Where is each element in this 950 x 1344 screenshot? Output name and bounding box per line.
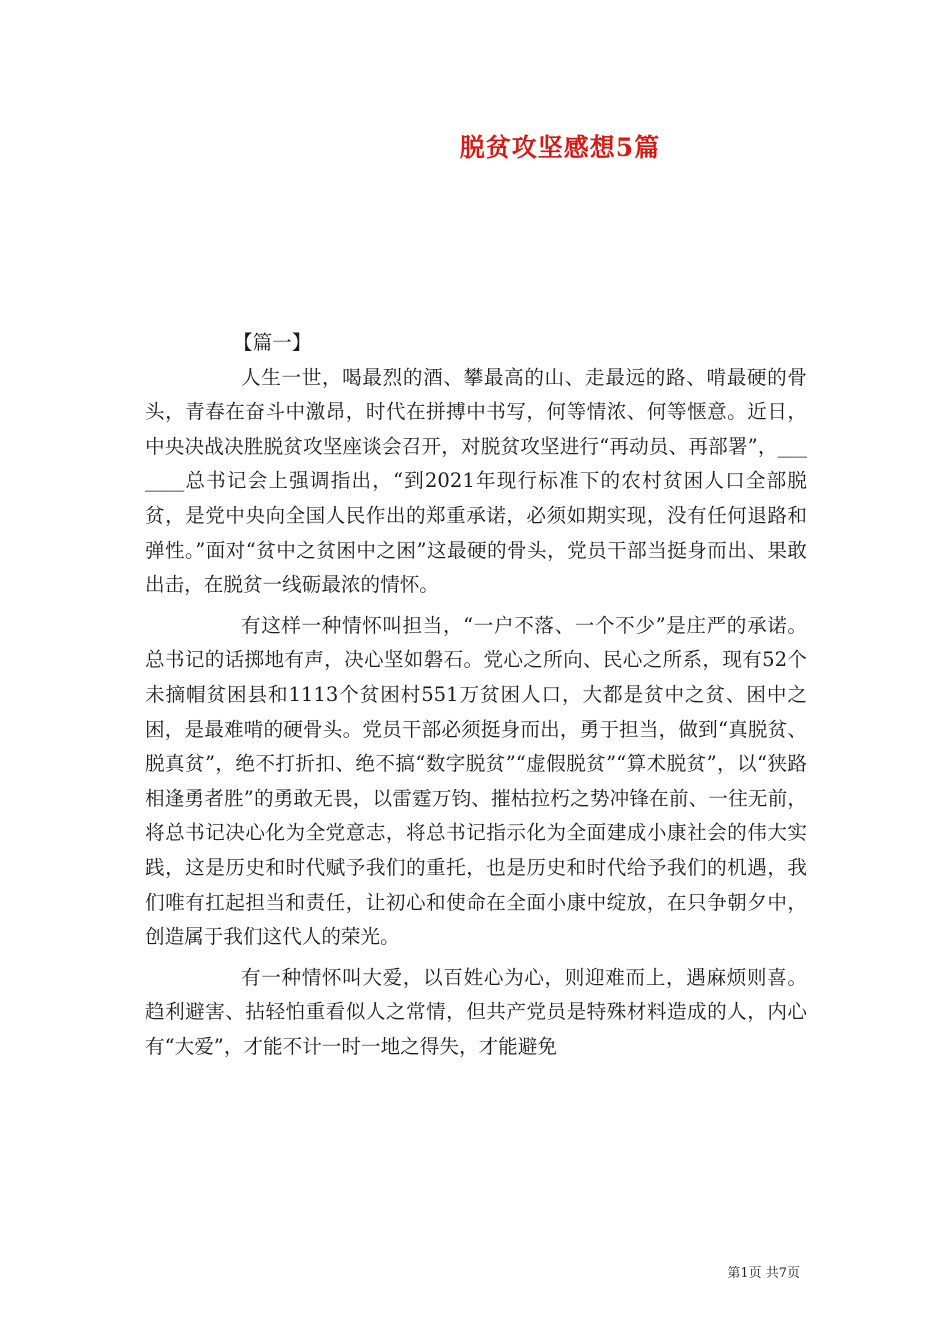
document-body: [145, 326, 807, 1064]
page-footer: 第1页 共7页: [727, 1266, 800, 1281]
section-heading: 【篇一】: [233, 331, 312, 354]
paragraph-2: 有这样一种情怀叫担当，“一户不落、一个不少”是庄严的承诺。总书记的话掷地有声，决心坚如磐石。党心之所向、民心之所系，现有52个未摘帽贫困县和1113个贫困村551万贫困人口，大都是贫中之贫、困中之困，是最难啃的硬骨头。党员干部必须挺身而出，勇于担当，做到“真脱贫、脱真贫”，绝不打折扣、绝不搞“数字脱贫”“虚假脱贫”“算术脱贫”，以“狭路相逢勇者胜”的勇敢无畏，以雷霆万钧、摧枯拉朽之势冲锋在前、一往无前，将总书记决心化为全党意志，将总书记指示化为全面建成小康社会的伟大实践，这是历史和时代赋予我们的重托，也是历史和时代给予我们的机遇，我们唯有扛起担当和责任，让初心和使命在全面小康中绽放，在只争朝夕中，创造属于我们这代人的荣光。: [145, 613, 807, 949]
paragraph-1: 人生一世，喝最烈的酒、攀最高的山、走最远的路、啃最硬的骨头，青春在奋斗中激昂，时代在拼搏中书写，何等情浓、何等惬意。近日，中央决战决胜脱贫攻坚座谈会召开，对脱贫攻坚进行“再动员、再部署”，_______总书记会上强调指出，“到2021年现行标准下的农村贫困人口全部脱贫，是党中央向全国人民作出的郑重承诺，必须如期实现，没有任何退路和弹性。”面对“贫中之贫困中之困”这最硬的骨头，党员干部当挺身而出、果敢出击，在脱贫一线砺最浓的情怀。: [145, 365, 807, 597]
document-title: 脱贫攻坚感想5篇: [459, 133, 661, 162]
paragraph-3: 有一种情怀叫大爱，以百姓心为心，则迎难而上，遇麻烦则喜。趋利避害、拈轻怕重看似人之常情，但共产党员是特殊材料造成的人，内心有“大爱”，才能不计一时一地之得失，才能避免: [145, 965, 807, 1058]
